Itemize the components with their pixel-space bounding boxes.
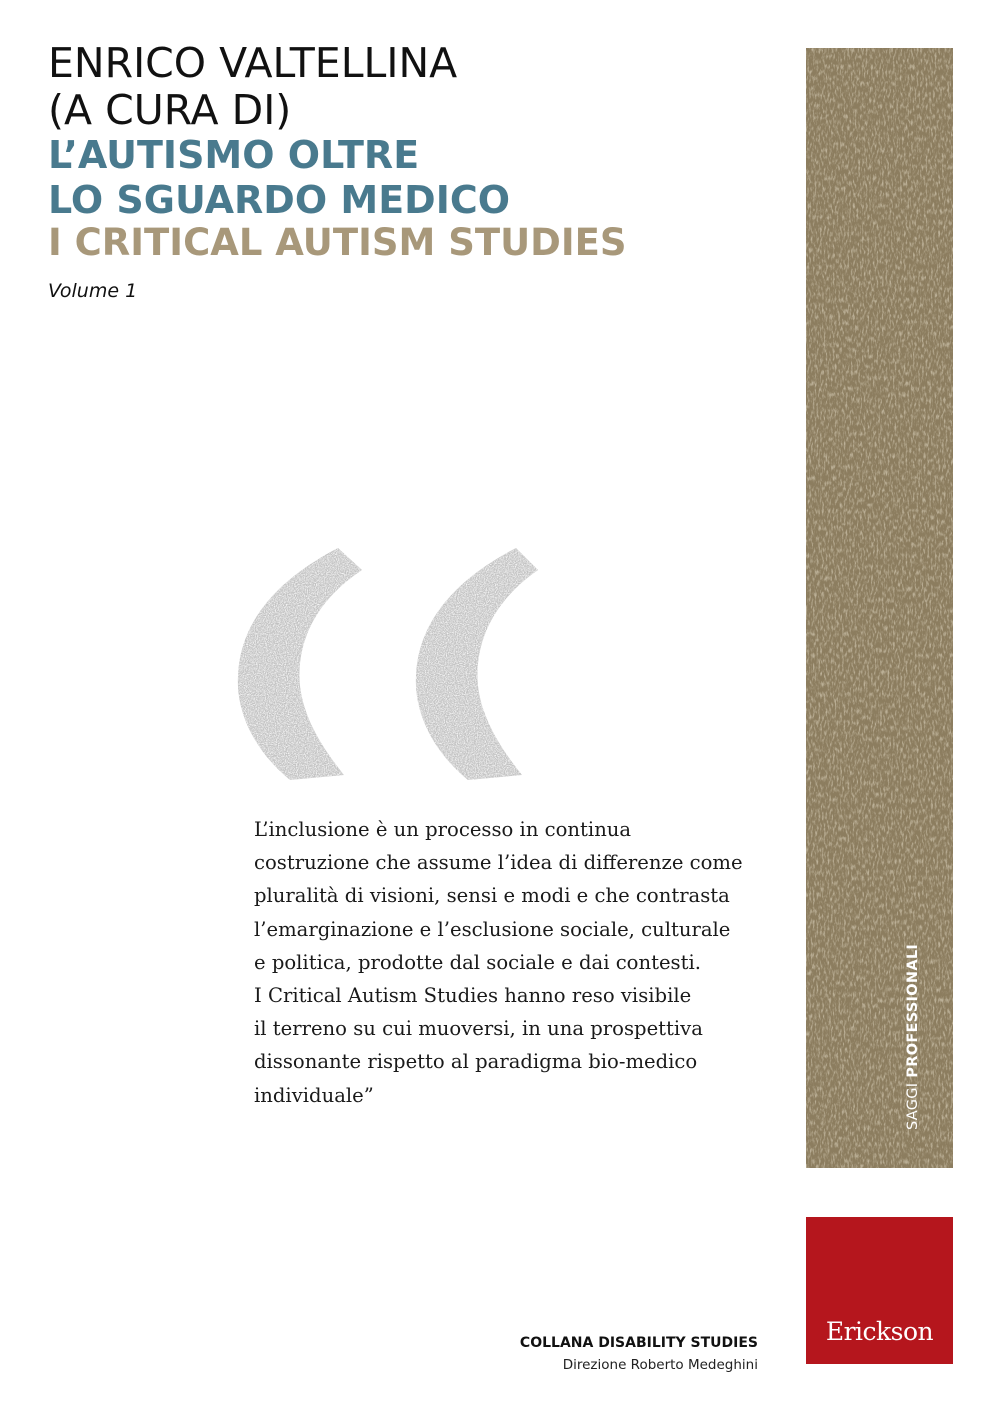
collection-name: COLLANA DISABILITY STUDIES xyxy=(519,1335,758,1351)
quote-line: costruzione che assume l’idea di differenze come xyxy=(254,851,743,875)
quote-line: l’emarginazione e l’esclusione sociale, culturale xyxy=(254,917,731,941)
book-title-line-1: L’AUTISMO OLTRE xyxy=(48,133,420,177)
quote-text xyxy=(254,813,774,1112)
publisher-name: Erickson xyxy=(825,1317,934,1346)
series-label-bold: PROFESSIONALI xyxy=(905,943,921,1078)
collection-direction: Direzione Roberto Medeghini xyxy=(562,1357,758,1373)
author-name: ENRICO VALTELLINA xyxy=(48,39,458,87)
book-subtitle: I CRITICAL AUTISM STUDIES xyxy=(48,221,627,264)
series-label xyxy=(905,944,921,1130)
series-label-light: SAGGI xyxy=(905,1077,921,1130)
quote-line: dissonante rispetto al paradigma bio-medico xyxy=(254,1050,698,1074)
quote-line: pluralità di visioni, sensi e modi e che contrasta xyxy=(254,884,730,908)
quote-line: L’inclusione è un processo in continua xyxy=(254,818,632,841)
quote-mark-left xyxy=(238,548,362,780)
series-band xyxy=(806,48,953,1168)
book-title xyxy=(48,133,510,223)
volume-label: Volume 1 xyxy=(48,280,138,302)
quote-line: individuale” xyxy=(254,1083,374,1107)
book-title-line-2: LO SGUARDO MEDICO xyxy=(48,178,511,222)
publisher-logo xyxy=(806,1217,953,1364)
quote-line: il terreno su cui muoversi, in una prospettiva xyxy=(254,1017,703,1041)
quote-line: I Critical Autism Studies hanno reso visibile xyxy=(254,984,692,1008)
quote-line: e politica, prodotte dal sociale e dai contesti. xyxy=(254,950,701,974)
quote-mark-right xyxy=(416,548,538,780)
author-role: (A CURA DI) xyxy=(48,86,292,134)
author-block xyxy=(48,40,457,134)
quotation-marks-icon xyxy=(232,540,582,780)
